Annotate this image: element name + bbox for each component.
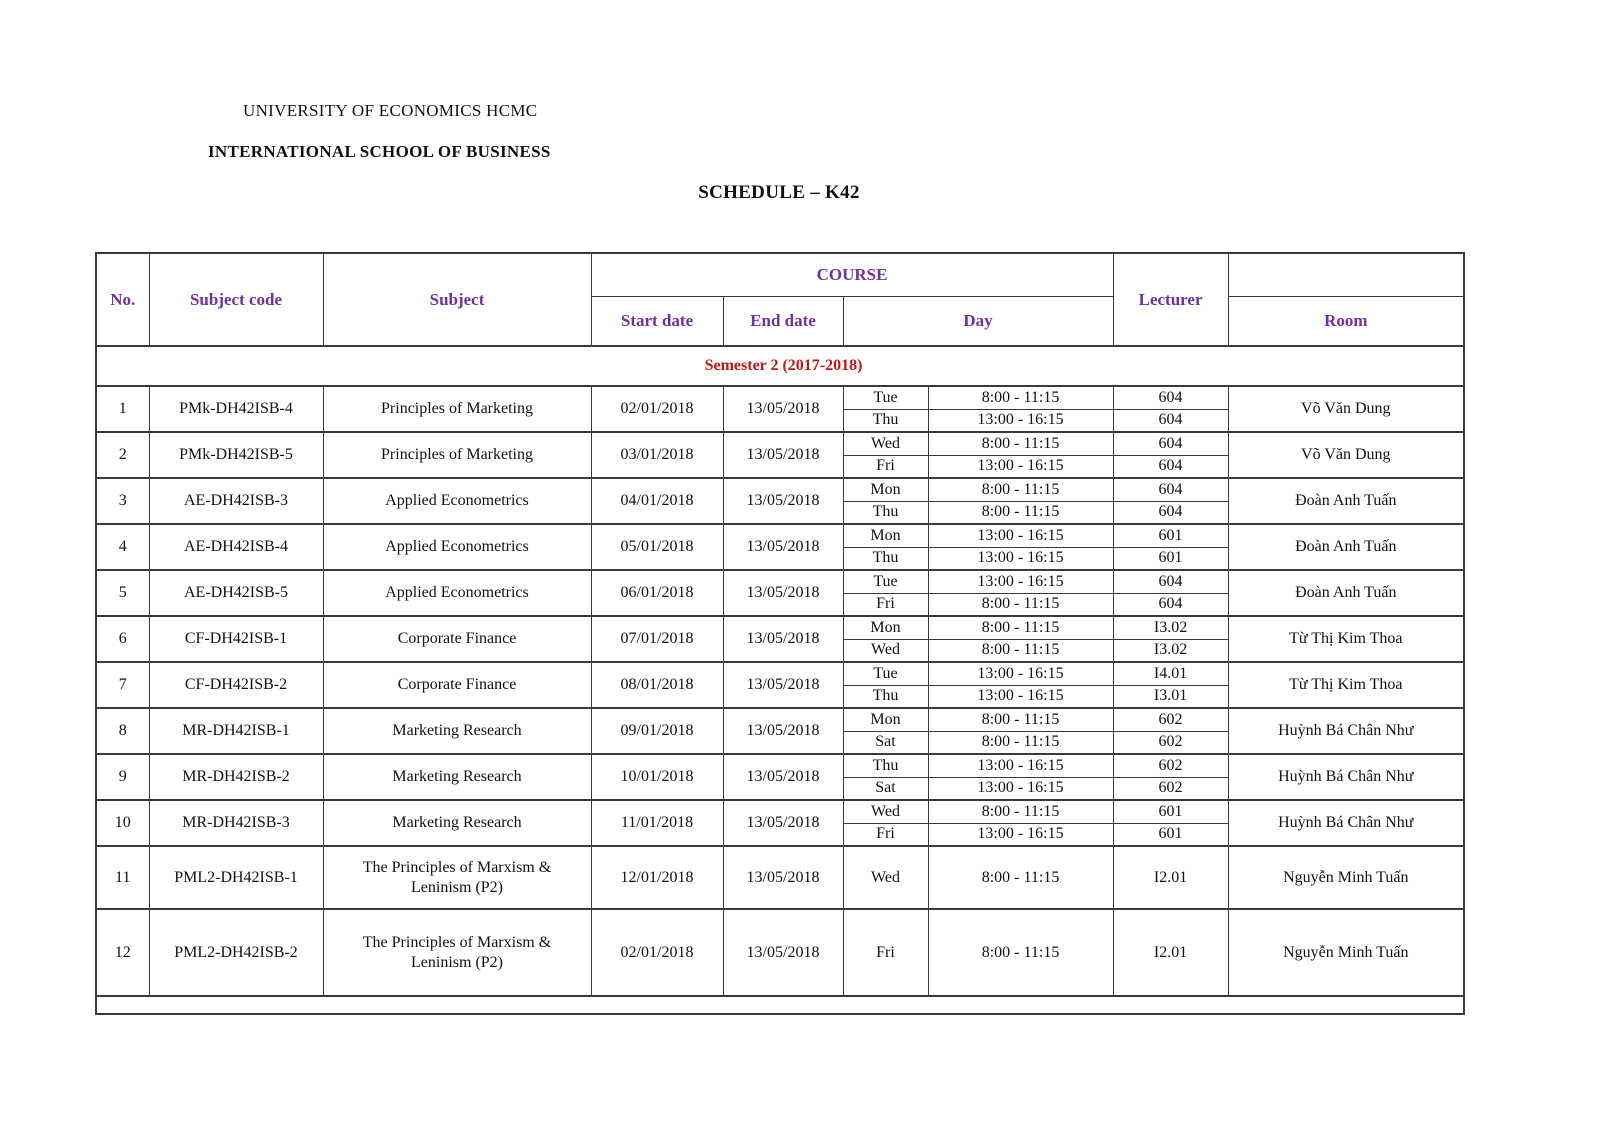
subject-cell: Corporate Finance <box>323 616 591 662</box>
course-row <box>96 708 1464 731</box>
room-cell: 604 <box>1113 501 1228 524</box>
no-cell: 3 <box>96 478 149 524</box>
day-cell: Thu <box>843 501 928 524</box>
org-name-line1: UNIVERSITY OF ECONOMICS HCMC <box>243 101 538 120</box>
no-cell: 6 <box>96 616 149 662</box>
lecturer-cell: Đoàn Anh Tuấn <box>1228 524 1464 570</box>
subject-cell: Marketing Research <box>323 708 591 754</box>
subject-cell: Applied Econometrics <box>323 478 591 524</box>
time-cell: 13:00 - 16:15 <box>928 570 1113 593</box>
day-cell: Thu <box>843 409 928 432</box>
room-cell: 604 <box>1113 478 1228 501</box>
course-row <box>96 478 1464 501</box>
subject-cell: Marketing Research <box>323 754 591 800</box>
start-date-cell: 02/01/2018 <box>591 386 723 432</box>
end-date-cell: 13/05/2018 <box>723 754 843 800</box>
room-cell: 601 <box>1113 547 1228 570</box>
lecturer-cell: Đoàn Anh Tuấn <box>1228 570 1464 616</box>
subject-code-cell: PML2-DH42ISB-1 <box>149 846 323 909</box>
room-cell: 602 <box>1113 708 1228 731</box>
header-day: Day <box>843 296 1113 346</box>
time-cell: 8:00 - 11:15 <box>928 846 1113 909</box>
lecturer-cell: Từ Thị Kim Thoa <box>1228 662 1464 708</box>
start-date-cell: 04/01/2018 <box>591 478 723 524</box>
lecturer-cell: Huỳnh Bá Chân Như <box>1228 800 1464 846</box>
day-cell: Mon <box>843 616 928 639</box>
subject-code-cell: MR-DH42ISB-2 <box>149 754 323 800</box>
day-cell: Fri <box>843 455 928 478</box>
end-date-cell: 13/05/2018 <box>723 570 843 616</box>
lecturer-cell: Huỳnh Bá Chân Như <box>1228 754 1464 800</box>
no-cell: 2 <box>96 432 149 478</box>
no-cell: 5 <box>96 570 149 616</box>
no-cell: 12 <box>96 909 149 996</box>
lecturer-cell: Nguyễn Minh Tuấn <box>1228 909 1464 996</box>
course-row <box>96 909 1464 996</box>
header-no: No. <box>96 253 149 346</box>
day-cell: Wed <box>843 846 928 909</box>
time-cell: 13:00 - 16:15 <box>928 524 1113 547</box>
end-date-cell: 13/05/2018 <box>723 909 843 996</box>
end-date-cell: 13/05/2018 <box>723 478 843 524</box>
semester-section-row <box>96 346 1464 386</box>
room-cell: I4.01 <box>1113 662 1228 685</box>
day-cell: Sat <box>843 777 928 800</box>
room-cell: 604 <box>1113 570 1228 593</box>
room-cell: 601 <box>1113 823 1228 846</box>
end-date-cell: 13/05/2018 <box>723 432 843 478</box>
subject-cell: The Principles of Marxism & Leninism (P2) <box>323 909 591 996</box>
room-cell: 604 <box>1113 593 1228 616</box>
start-date-cell: 06/01/2018 <box>591 570 723 616</box>
no-cell: 8 <box>96 708 149 754</box>
time-cell: 13:00 - 16:15 <box>928 823 1113 846</box>
end-date-cell: 13/05/2018 <box>723 708 843 754</box>
end-date-cell: 13/05/2018 <box>723 662 843 708</box>
subject-cell: Principles of Marketing <box>323 386 591 432</box>
table-header <box>96 253 1464 346</box>
time-cell: 8:00 - 11:15 <box>928 639 1113 662</box>
header-end-date: End date <box>723 296 843 346</box>
header-course: COURSE <box>591 253 1113 296</box>
lecturer-cell: Đoàn Anh Tuấn <box>1228 478 1464 524</box>
no-cell: 9 <box>96 754 149 800</box>
subject-code-cell: MR-DH42ISB-3 <box>149 800 323 846</box>
room-cell: 604 <box>1113 409 1228 432</box>
start-date-cell: 12/01/2018 <box>591 846 723 909</box>
subject-cell: Principles of Marketing <box>323 432 591 478</box>
room-cell: 602 <box>1113 754 1228 777</box>
start-date-cell: 07/01/2018 <box>591 616 723 662</box>
time-cell: 13:00 - 16:15 <box>928 455 1113 478</box>
room-cell: 602 <box>1113 731 1228 754</box>
header-row-top <box>96 253 1464 296</box>
room-cell: I3.01 <box>1113 685 1228 708</box>
day-cell: Tue <box>843 570 928 593</box>
room-cell: 604 <box>1113 432 1228 455</box>
subject-code-cell: MR-DH42ISB-1 <box>149 708 323 754</box>
subject-code-cell: PML2-DH42ISB-2 <box>149 909 323 996</box>
header-lecturer: Lecturer <box>1113 253 1228 346</box>
start-date-cell: 02/01/2018 <box>591 909 723 996</box>
subject-cell: Applied Econometrics <box>323 524 591 570</box>
no-cell: 7 <box>96 662 149 708</box>
no-cell: 10 <box>96 800 149 846</box>
day-cell: Fri <box>843 593 928 616</box>
end-date-cell: 13/05/2018 <box>723 846 843 909</box>
no-cell: 4 <box>96 524 149 570</box>
time-cell: 8:00 - 11:15 <box>928 800 1113 823</box>
start-date-cell: 09/01/2018 <box>591 708 723 754</box>
subject-code-cell: AE-DH42ISB-4 <box>149 524 323 570</box>
day-cell: Wed <box>843 432 928 455</box>
start-date-cell: 11/01/2018 <box>591 800 723 846</box>
room-cell: 601 <box>1113 800 1228 823</box>
room-cell: 604 <box>1113 455 1228 478</box>
no-cell: 11 <box>96 846 149 909</box>
time-cell: 8:00 - 11:15 <box>928 478 1113 501</box>
room-cell: 602 <box>1113 777 1228 800</box>
no-cell: 1 <box>96 386 149 432</box>
start-date-cell: 08/01/2018 <box>591 662 723 708</box>
day-cell: Fri <box>843 823 928 846</box>
subject-code-cell: PMk-DH42ISB-4 <box>149 386 323 432</box>
time-cell: 8:00 - 11:15 <box>928 909 1113 996</box>
course-row <box>96 846 1464 909</box>
header-subject: Subject <box>323 253 591 346</box>
subject-cell: The Principles of Marxism & Leninism (P2) <box>323 846 591 909</box>
time-cell: 8:00 - 11:15 <box>928 501 1113 524</box>
page-title: SCHEDULE – K42 <box>698 182 860 203</box>
time-cell: 8:00 - 11:15 <box>928 432 1113 455</box>
subject-cell: Corporate Finance <box>323 662 591 708</box>
day-cell: Mon <box>843 478 928 501</box>
time-cell: 8:00 - 11:15 <box>928 731 1113 754</box>
end-date-cell: 13/05/2018 <box>723 616 843 662</box>
time-cell: 13:00 - 16:15 <box>928 685 1113 708</box>
subject-code-cell: AE-DH42ISB-3 <box>149 478 323 524</box>
course-row <box>96 570 1464 593</box>
start-date-cell: 10/01/2018 <box>591 754 723 800</box>
subject-cell: Applied Econometrics <box>323 570 591 616</box>
subject-cell: Marketing Research <box>323 800 591 846</box>
lecturer-cell: Từ Thị Kim Thoa <box>1228 616 1464 662</box>
header-room: Room <box>1228 296 1464 346</box>
room-cell: 604 <box>1113 386 1228 409</box>
course-row <box>96 386 1464 409</box>
course-row <box>96 616 1464 639</box>
end-date-cell: 13/05/2018 <box>723 524 843 570</box>
empty-bottom-cell <box>96 996 1464 1014</box>
room-cell: I2.01 <box>1113 909 1228 996</box>
day-cell: Tue <box>843 386 928 409</box>
room-cell: I3.02 <box>1113 616 1228 639</box>
start-date-cell: 03/01/2018 <box>591 432 723 478</box>
subject-code-cell: PMk-DH42ISB-5 <box>149 432 323 478</box>
day-cell: Sat <box>843 731 928 754</box>
day-cell: Fri <box>843 909 928 996</box>
subject-code-cell: AE-DH42ISB-5 <box>149 570 323 616</box>
start-date-cell: 05/01/2018 <box>591 524 723 570</box>
course-row <box>96 524 1464 547</box>
time-cell: 13:00 - 16:15 <box>928 662 1113 685</box>
room-cell: 601 <box>1113 524 1228 547</box>
schedule-table <box>95 252 1465 1015</box>
day-cell: Mon <box>843 524 928 547</box>
time-cell: 13:00 - 16:15 <box>928 777 1113 800</box>
lecturer-cell: Võ Văn Dung <box>1228 386 1464 432</box>
time-cell: 13:00 - 16:15 <box>928 547 1113 570</box>
day-cell: Thu <box>843 685 928 708</box>
lecturer-cell: Huỳnh Bá Chân Như <box>1228 708 1464 754</box>
semester-label: Semester 2 (2017-2018) <box>96 346 1464 386</box>
header-subject-code: Subject code <box>149 253 323 346</box>
day-cell: Thu <box>843 754 928 777</box>
time-cell: 8:00 - 11:15 <box>928 616 1113 639</box>
time-cell: 13:00 - 16:15 <box>928 754 1113 777</box>
room-cell: I2.01 <box>1113 846 1228 909</box>
course-row <box>96 800 1464 823</box>
course-row <box>96 432 1464 455</box>
day-cell: Mon <box>843 708 928 731</box>
end-date-cell: 13/05/2018 <box>723 386 843 432</box>
end-date-cell: 13/05/2018 <box>723 800 843 846</box>
course-row <box>96 662 1464 685</box>
room-cell: I3.02 <box>1113 639 1228 662</box>
time-cell: 8:00 - 11:15 <box>928 708 1113 731</box>
empty-bottom-row <box>96 996 1464 1014</box>
day-cell: Wed <box>843 639 928 662</box>
day-cell: Wed <box>843 800 928 823</box>
course-row <box>96 754 1464 777</box>
time-cell: 13:00 - 16:15 <box>928 409 1113 432</box>
lecturer-cell: Nguyễn Minh Tuấn <box>1228 846 1464 909</box>
subject-code-cell: CF-DH42ISB-1 <box>149 616 323 662</box>
header-start-date: Start date <box>591 296 723 346</box>
org-name-line2: INTERNATIONAL SCHOOL OF BUSINESS <box>208 142 551 161</box>
day-cell: Thu <box>843 547 928 570</box>
subject-code-cell: CF-DH42ISB-2 <box>149 662 323 708</box>
time-cell: 8:00 - 11:15 <box>928 386 1113 409</box>
schedule-body <box>96 346 1464 1014</box>
lecturer-cell: Võ Văn Dung <box>1228 432 1464 478</box>
time-cell: 8:00 - 11:15 <box>928 593 1113 616</box>
day-cell: Tue <box>843 662 928 685</box>
